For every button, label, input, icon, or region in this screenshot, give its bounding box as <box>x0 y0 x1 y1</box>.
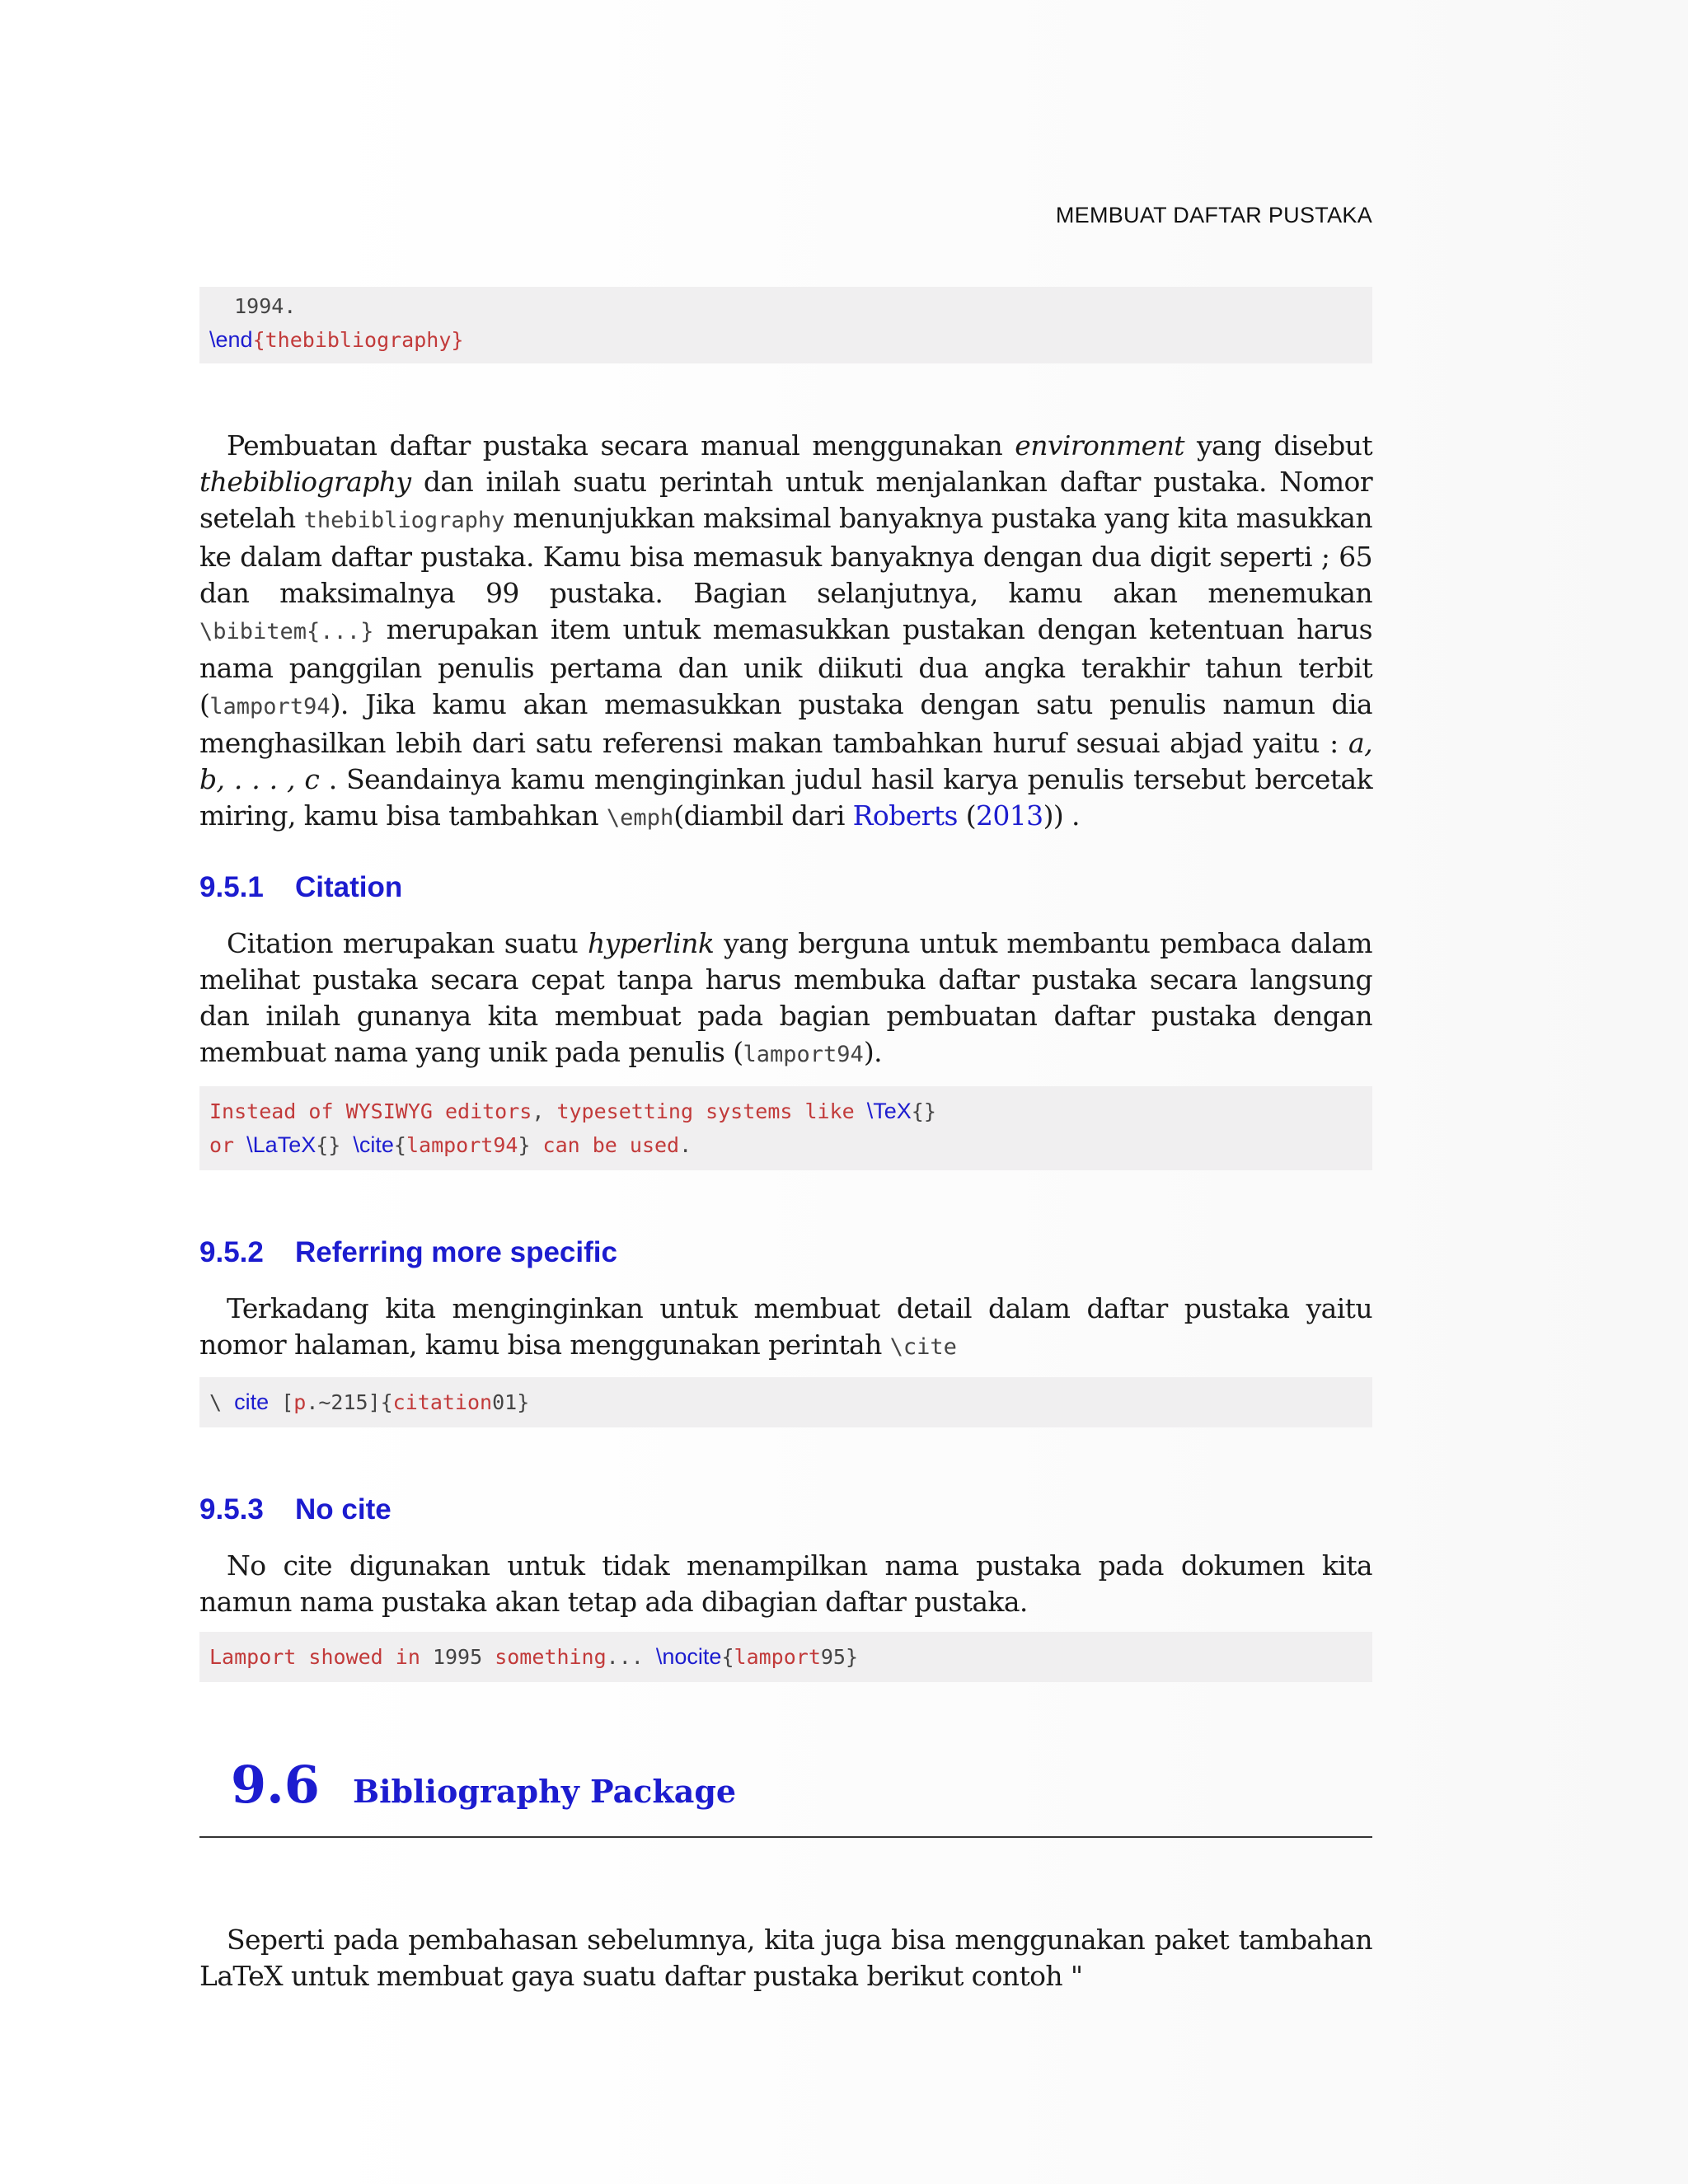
paragraph-referring <box>199 1291 1372 1366</box>
subsection-heading-citation <box>199 871 1372 904</box>
code-command: \TeX <box>866 1099 912 1123</box>
paragraph-bibliography-package <box>199 1922 1372 1994</box>
subsection-number: 9.5.3 <box>199 1493 264 1526</box>
code-text: 1995 <box>432 1645 495 1669</box>
code-argument: p <box>293 1390 307 1414</box>
subsection-number: 9.5.2 <box>199 1236 264 1268</box>
text: Citation merupakan suatu <box>227 927 588 959</box>
code-text: 01} <box>492 1390 530 1414</box>
inline-code: \cite <box>889 1334 957 1360</box>
citation-link-author[interactable]: Roberts <box>852 799 958 832</box>
subsection-heading-nocite <box>199 1493 1372 1526</box>
subsection-title: Citation <box>295 871 403 903</box>
text: )) . <box>1043 799 1080 832</box>
code-text: {} <box>911 1099 936 1123</box>
code-command: \cite <box>353 1132 394 1157</box>
code-text: [ <box>269 1390 294 1414</box>
subsection-number: 9.5.1 <box>199 871 264 903</box>
code-block-nocite-example <box>199 1632 1372 1682</box>
code-text: something <box>495 1645 607 1669</box>
code-block-cite-example <box>199 1086 1372 1170</box>
emphasis: thebibliography <box>199 466 411 498</box>
paragraph-manual-bibliography <box>199 428 1372 837</box>
text: Pembuatan daftar pustaka secara manual menggunakan <box>227 429 1015 462</box>
code-argument: lamport94 <box>406 1133 518 1157</box>
code-text: can be used <box>542 1133 680 1157</box>
text: ( <box>957 799 976 832</box>
text: Seperti pada pembahasan sebelumnya, kita juga bisa menggunakan paket tambahan <box>227 1924 1372 1956</box>
code-text: { <box>721 1645 734 1669</box>
text: No cite digunakan untuk tidak menampilkan nama pustaka pada dokumen kita namun nama pustaka akan tetap ada dibagian daftar pustaka. <box>199 1549 1372 1618</box>
code-block-cite-page <box>199 1377 1372 1427</box>
code-command: \nocite <box>655 1644 722 1669</box>
running-head: MEMBUAT DAFTAR PUSTAKA <box>1055 203 1372 227</box>
citation-link-year[interactable]: 2013 <box>975 799 1043 832</box>
code-text: Lamport showed in <box>209 1645 433 1669</box>
code-command: cite <box>234 1390 270 1414</box>
code-text: { <box>393 1133 406 1157</box>
subsection-title: Referring more specific <box>295 1236 617 1268</box>
code-text: \ <box>209 1390 235 1414</box>
code-block-end-bibliography <box>199 287 1372 363</box>
text: untuk membuat gaya suatu daftar pustaka berikut contoh " <box>283 1960 1083 1992</box>
section-title: Bibliography Package <box>353 1773 737 1810</box>
code-text: , <box>532 1099 557 1123</box>
code-text: typesetting systems like <box>556 1099 867 1123</box>
text: yang berguna untuk membantu pembaca dalam melihat pustaka secara cepat tanpa harus membuka daftar pustaka secara langsung dan inilah gunanya kita membuat pada bagian pembuatan daftar pustaka dengan membuat nama yang unik pada penulis ( <box>199 927 1372 1068</box>
code-argument: citation <box>392 1390 493 1414</box>
code-text: 95} <box>820 1645 859 1669</box>
subsection-heading-referring <box>199 1236 1372 1269</box>
paragraph-nocite <box>199 1548 1372 1620</box>
inline-code: lamport94 <box>209 694 331 719</box>
code-text: {} <box>316 1133 354 1157</box>
text: dan inilah suatu perintah untuk menjalankan daftar pustaka. Nomor setelah <box>199 466 1372 534</box>
emphasis: environment <box>1015 429 1184 462</box>
paragraph-citation <box>199 926 1372 1073</box>
code-text: .~215]{ <box>306 1390 393 1414</box>
section-rule <box>199 1836 1372 1838</box>
inline-code: lamport94 <box>743 1042 864 1067</box>
code-text: ... <box>606 1645 656 1669</box>
text: (diambil dari <box>673 799 853 832</box>
section-number: 9.6 <box>231 1755 320 1815</box>
latex-logo: LaTeX <box>199 1960 284 1992</box>
emphasis: hyperlink <box>587 927 715 959</box>
code-line: 1994. <box>209 294 297 318</box>
code-text: or <box>209 1133 247 1157</box>
text: yang disebut <box>1184 429 1372 462</box>
inline-code: thebibliography <box>303 508 505 533</box>
code-command: \LaTeX <box>246 1132 316 1157</box>
text: menunjukkan maksimal banyaknya pustaka yang kita masukkan ke dalam daftar pustaka. Kamu bisa memasuk banyaknya dengan dua digit seperti ; 65 dan maksimalnya 99 pustaka. Bagian selanjutnya, kamu akan menemukan <box>199 502 1372 609</box>
code-text: Instead of WYSIWYG editors <box>209 1099 532 1123</box>
code-command: \end <box>209 327 253 352</box>
section-heading-bibliography-package <box>199 1755 1372 1815</box>
text: merupakan item untuk memasukkan pustakan dengan ketentuan harus nama panggilan penulis pertama dan unik diikuti dua angka terakhir tahun terbit ( <box>199 613 1372 720</box>
text: ). Jika kamu akan memasukkan pustaka dengan satu penulis namun dia menghasilkan lebih dari satu referensi makan tambahkan huruf sesuai abjad yaitu : <box>199 688 1372 759</box>
emphasis: a, b, . . . , c <box>199 727 1372 795</box>
inline-code: \emph <box>606 805 674 831</box>
text: ). <box>863 1036 882 1068</box>
text: Terkadang kita menginginkan untuk membuat detail dalam daftar pustaka yaitu nomor halaman, kamu bisa menggunakan perintah <box>199 1292 1372 1361</box>
code-text: . <box>679 1133 692 1157</box>
code-text: } <box>518 1133 543 1157</box>
code-argument: {thebibliography} <box>252 328 464 352</box>
text: . Seandainya kamu menginginkan judul hasil karya penulis tersebut bercetak miring, kamu bisa tambahkan <box>199 763 1372 832</box>
content <box>199 287 1372 1994</box>
code-argument: lamport <box>734 1645 821 1669</box>
inline-code: \bibitem{...} <box>199 619 374 644</box>
subsection-title: No cite <box>295 1493 392 1526</box>
